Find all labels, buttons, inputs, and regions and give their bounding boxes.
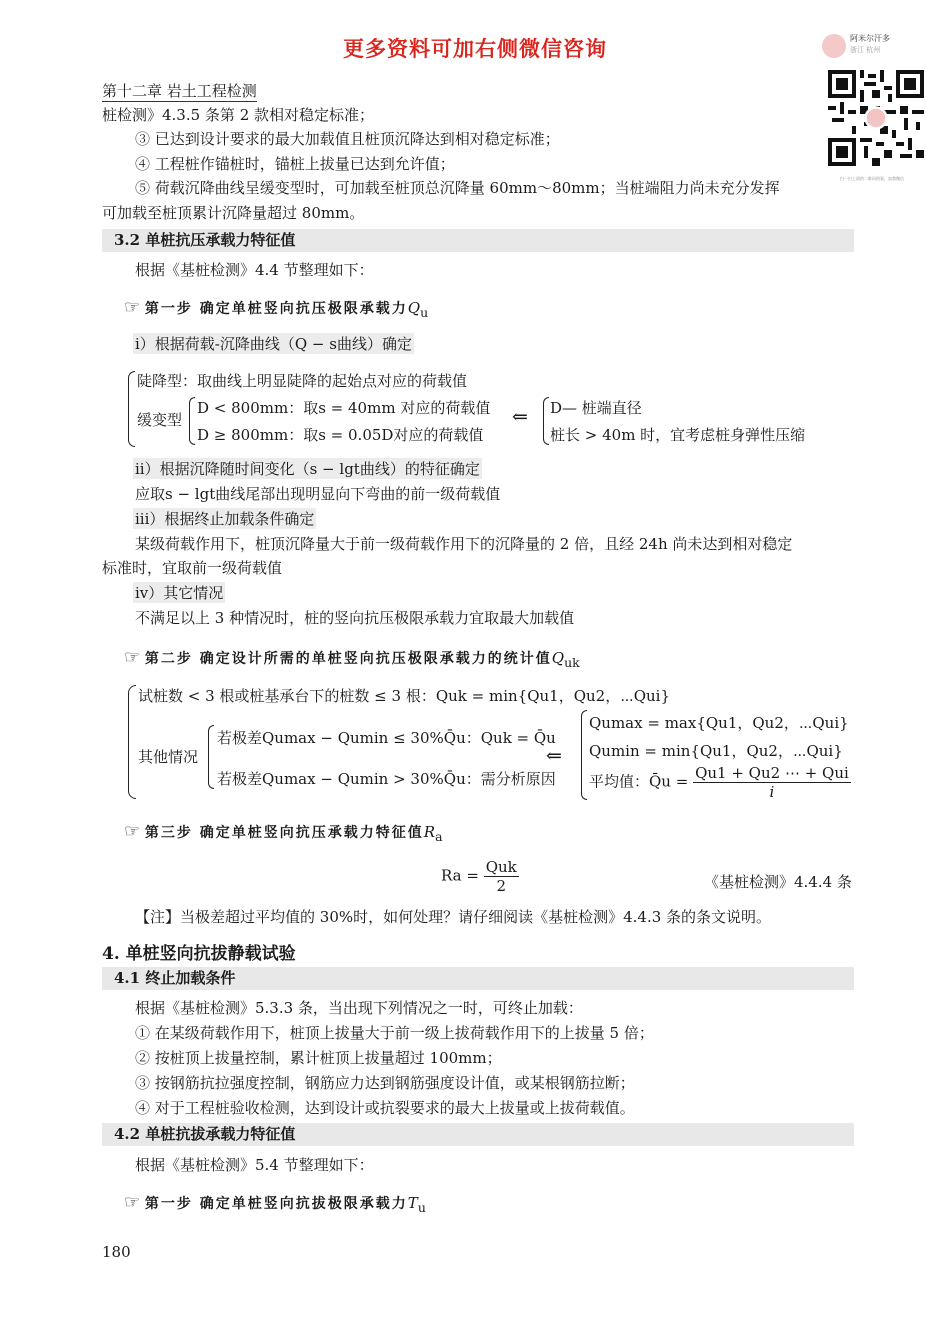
step1-label: 第一步 确定单桩竖向抗压极限承载力: [144, 301, 408, 317]
qr-code-icon: [828, 70, 924, 166]
note-diameter: D— 桩端直径: [550, 399, 642, 417]
method-ii-label: ii）根据沉降随时间变化（s − lgt曲线）的特征确定: [135, 460, 480, 478]
wechat-region: 浙江 杭州: [850, 46, 881, 54]
intro-line-5: 可加载至桩顶累计沉降量超过 80mm。: [102, 204, 365, 222]
method-iv-text: 不满足以上 3 种情况时，桩的竖向抗压极限承载力宜取最大加载值: [135, 609, 575, 627]
note-text: 【注】当极差超过平均值的 30%时，如何处理？请仔细阅读《基桩检测》4.4.3 条的条文说明。: [135, 908, 772, 926]
step2-label: 第二步 确定设计所需的单桩竖向抗压极限承载力的统计值: [144, 651, 552, 667]
case-range-small: 若极差Qumax − Qumin ≤ 30%Q̄u：Quk = Q̄u: [217, 729, 556, 747]
s41-intro: 根据《基桩检测》5.3.3 条，当出现下列情况之一时，可终止加载：: [135, 999, 583, 1017]
page-number: 180: [102, 1243, 131, 1261]
brace-definitions: [581, 710, 587, 800]
def-average: 平均值：Q̄u = $\frac{\text{Qu1 + Qu2 ⋯ + Qui}}{i}$: [589, 764, 849, 801]
s41-item-4: ④ 对于工程桩验收检测，达到设计或抗裂要求的最大上拔量或上拔荷载值。: [135, 1099, 635, 1117]
slow-rule-a: D < 800mm：取s = 40mm 对应的荷载值: [197, 399, 491, 417]
slow-change-label: 缓变型: [137, 411, 183, 429]
intro-line-1: 桩检测》4.3.5 条第 2 款相对稳定标准；: [102, 106, 375, 124]
chapter-heading: 第十二章 岩土工程检测: [102, 82, 257, 100]
ra-reference: 《基桩检测》4.4.4 条: [704, 873, 852, 891]
s42-step1-row: ☞ 第一步 确定单桩竖向抗拔极限承载力$T_u$: [124, 1192, 426, 1215]
def-max: Qumax = max{Qu1，Qu2，⋯Qui}: [589, 714, 849, 732]
pointing-hand-icon: ☞: [124, 821, 141, 842]
implied-by-arrow-2: ⇐: [546, 745, 562, 767]
case-range-large: 若极差Qumax − Qumin > 30%Q̄u：需分析原因: [217, 770, 556, 788]
ra-formula: Ra = $\frac{\text{Quk}}{2}$: [441, 858, 517, 895]
note-length: 桩长 > 40m 时，宜考虑桩身弹性压缩: [550, 426, 806, 444]
banner: 更多资料可加右侧微信咨询: [343, 37, 607, 61]
method-i-label: i）根据荷载-沉降曲线（Q − s曲线）确定: [135, 335, 412, 353]
section-4-heading: 4. 单桩竖向抗拔静载试验: [102, 944, 296, 964]
def-min: Qumin = min{Qu1，Qu2，⋯Qui}: [589, 742, 843, 760]
s41-item-2: ② 按桩顶上拔量控制，累计桩顶上拔量超过 100mm；: [135, 1049, 502, 1067]
s41-item-1: ① 在某级荷载作用下，桩顶上拔量大于前一级上拔荷载作用下的上拔量 5 倍；: [135, 1024, 654, 1042]
slow-rule-b: D ≥ 800mm：取s = 0.05D对应的荷载值: [197, 426, 484, 444]
brace-stat-cases: [128, 685, 136, 799]
step3-label: 第三步 确定单桩竖向抗压承载力特征值: [144, 825, 424, 841]
step3-row: ☞ 第三步 确定单桩竖向抗压承载力特征值$R_a$: [124, 821, 443, 844]
implied-by-arrow: ⇐: [512, 406, 528, 428]
s41-item-3: ③ 按钢筋抗拉强度控制，钢筋应力达到钢筋强度设计值，或某根钢筋拉断；: [135, 1074, 635, 1092]
s42-step1-label: 第一步 确定单桩竖向抗拔极限承载力: [144, 1196, 408, 1212]
section-4-2-heading: 4.2 单桩抗拔承载力特征值: [102, 1123, 854, 1146]
step1-row: ☞ 第一步 确定单桩竖向抗压极限承载力$Q_u$: [124, 297, 429, 320]
method-iii-text-2: 标准时，宜取前一级荷载值: [102, 559, 283, 577]
other-cases-label: 其他情况: [138, 748, 199, 766]
step2-row: ☞ 第二步 确定设计所需的单桩竖向抗压极限承载力的统计值$Q_{uk}$: [124, 647, 580, 670]
brace-curve-types: [128, 371, 135, 447]
steep-drop-rule: 陡降型：取曲线上明显陡降的起始点对应的荷载值: [137, 372, 468, 390]
qr-caption: 扫一扫上面的二维码图案，加我微信: [840, 176, 904, 181]
intro-line-4: ⑤ 荷载沉降曲线呈缓变型时，可加载至桩顶总沉降量 60mm～80mm；当桩端阻力尚未充分发挥: [135, 179, 780, 197]
section-4-1-heading: 4.1 终止加载条件: [102, 967, 854, 990]
wechat-name: 阿米尔汗多: [850, 34, 890, 43]
brace-range: [208, 725, 214, 789]
intro-line-2: ③ 已达到设计要求的最大加载值且桩顶沉降达到相对稳定标准；: [135, 130, 560, 148]
intro-line-3: ④ 工程桩作锚桩时，锚桩上拔量已达到允许值；: [135, 155, 455, 173]
method-iv-label: iv）其它情况: [135, 584, 224, 602]
pointing-hand-icon: ☞: [124, 297, 141, 318]
s32-intro: 根据《基桩检测》4.4 节整理如下：: [135, 261, 374, 279]
section-3-2-heading: 3.2 单桩抗压承载力特征值: [102, 229, 854, 252]
pointing-hand-icon: ☞: [124, 647, 141, 668]
method-iii-text-1: 某级荷载作用下，桩顶沉降量大于前一级荷载作用下的沉降量的 2 倍，且经 24h 尚未达到相对稳定: [135, 535, 793, 553]
method-iii-label: iii）根据终止加载条件确定: [135, 510, 315, 528]
case-few-piles: 试桩数 < 3 根或桩基承台下的桩数 ≤ 3 根：Quk = min{Qu1，Qu2，⋯Qui}: [138, 687, 671, 705]
pointing-hand-icon: ☞: [124, 1192, 141, 1213]
brace-slow: [189, 397, 195, 445]
wechat-avatar-icon: [822, 34, 846, 58]
method-ii-text: 应取s − lgt曲线尾部出现明显向下弯曲的前一级荷载值: [135, 485, 501, 503]
brace-notes: [543, 397, 549, 445]
s42-intro: 根据《基桩检测》5.4 节整理如下：: [135, 1156, 374, 1174]
